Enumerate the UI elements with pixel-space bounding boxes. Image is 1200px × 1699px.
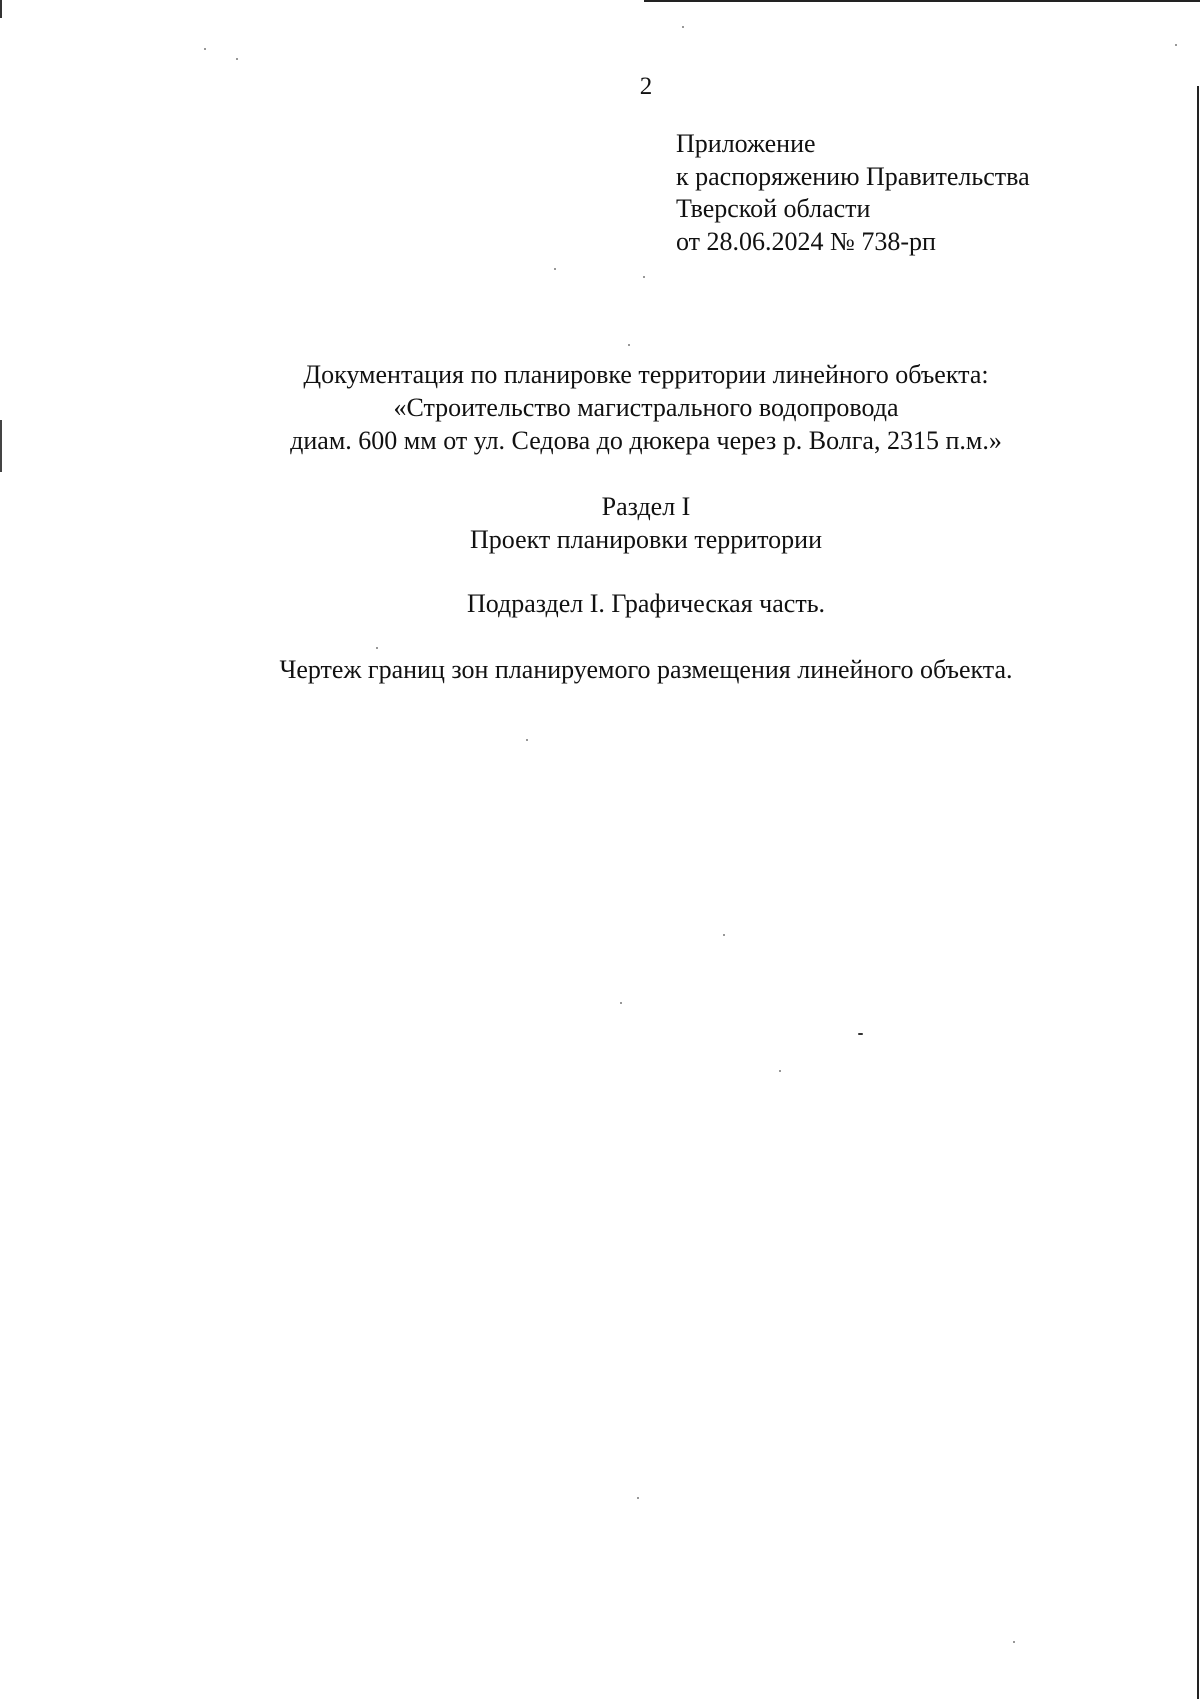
scan-speck: [236, 58, 238, 60]
drawing-title: Чертеж границ зон планируемого размещения линейного объекта.: [279, 655, 1013, 684]
section-heading: [0, 490, 1200, 556]
scan-edge-top: [644, 0, 1200, 2]
appendix-line: Тверской области: [676, 194, 871, 223]
appendix-date-number: от 28.06.2024 № 738-рп: [676, 226, 936, 256]
scan-speck: [554, 268, 556, 270]
section-label: Раздел I: [601, 492, 691, 521]
scan-speck: [526, 739, 528, 741]
scan-edge-right: [1197, 86, 1199, 1699]
title-line: диам. 600 мм от ул. Седова до дюкера через р. Волга, 2315 п.м.»: [290, 426, 1002, 455]
page-number: 2: [639, 73, 653, 100]
scan-speck: [637, 1497, 639, 1499]
scan-speck: [858, 1033, 863, 1035]
scan-speck: [779, 1070, 781, 1072]
scan-speck: [643, 276, 645, 278]
scan-speck: [628, 344, 630, 346]
scan-speck: [620, 1002, 622, 1004]
scan-edge-left: [0, 0, 2, 18]
document-title: [0, 358, 1200, 457]
scan-speck: [682, 26, 684, 28]
appendix-header: [676, 128, 1030, 258]
scan-speck: [1013, 1641, 1015, 1643]
title-line: «Строительство магистрального водопровода: [393, 393, 899, 422]
scan-speck: [376, 647, 378, 649]
appendix-line: Приложение: [676, 129, 816, 158]
scan-speck: [1175, 44, 1177, 46]
appendix-line: к распоряжению Правительства: [676, 161, 1030, 191]
title-line: Документация по планировке территории линейного объекта:: [303, 360, 989, 389]
scan-speck: [723, 934, 725, 936]
section-name: Проект планировки территории: [469, 525, 823, 554]
subsection-heading: Подраздел I. Графическая часть.: [466, 589, 826, 618]
scan-speck: [204, 48, 206, 50]
